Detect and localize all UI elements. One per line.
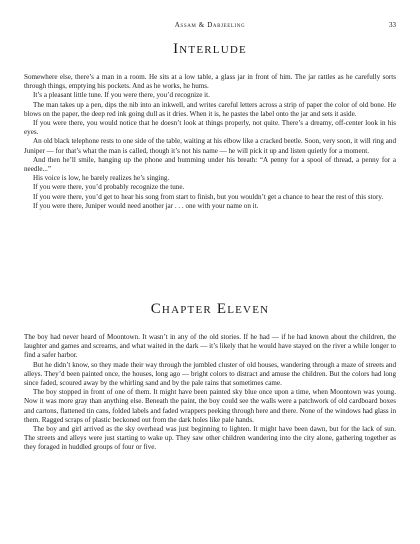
paragraph: But he didn’t know, so they made their way through the jumbled cluster of old houses, wandering through a maze of streets and alleys. They’d been painted once, the houses, long ago — bright colors to distract and amuse the children. But the colors had long since faded, scoured away by the whirling sand and by the pale rains that sometimes came. <box>24 360 396 388</box>
paragraph: Somewhere else, there’s a man in a room. He sits at a low table, a glass jar in front of him. The jar rattles as he carefully sorts through things, emptying his pockets. And as he works, he hums. <box>24 73 396 91</box>
chapter-body <box>24 333 396 453</box>
paragraph: The boy stopped in front of one of them. It might have been painted sky blue once upon a time, when Moontown was young. Now it was more gray than anything else. Beneath the paint, the boy could see the walls were a patchwork of old cardboard boxes and cartons, flattened tin cans, folded labels and faded wrappers peeking through here and there. None of the windows had glass in them. Ragged scraps of plastic beckoned out from the dark holes like pale hands. <box>24 388 396 424</box>
paragraph: If you were there, you would notice that he doesn’t look at things properly, not quite. There’s a dreamy, off-center look in his eyes. <box>24 119 396 137</box>
paragraph: The man takes up a pen, dips the nib into an inkwell, and writes careful letters across a strip of paper the color of old bone. He blows on the paper, the deep red ink going dull as it dries. When it is, he pastes the label onto the jar and sets it aside. <box>24 100 396 118</box>
running-head: Assam & Darjeeling <box>174 21 246 29</box>
page-number: 33 <box>389 21 396 29</box>
paragraph: His voice is low, he barely realizes he’s singing. <box>33 174 170 183</box>
paragraph: It’s a pleasant little tune. If you were there, you’d recognize it. <box>33 91 210 100</box>
paragraph: The boy had never heard of Moontown. It wasn’t in any of the old stories. If he had — if he had known about the children, the laughter and games and screams, and what waited in the dark — it’s likely that he would have stayed on the river a while longer to find a safer harbor. <box>24 333 396 360</box>
chapter-heading: Chapter Eleven <box>150 301 270 317</box>
interlude-heading: Interlude <box>173 41 247 57</box>
paragraph: And then he’ll smile, hanging up the phone and humming under his breath: “A penny for a spool of thread, a penny for a needle...” <box>24 155 396 174</box>
paragraph: If you were there, you’d get to hear his song from start to finish, but you wouldn’t get a chance to hear the rest of this story. <box>33 192 384 201</box>
paragraph: If you were there, Juniper would need another jar . . . one with your name on it. <box>33 201 259 210</box>
paragraph: If you were there, you’d probably recognize the tune. <box>33 183 185 192</box>
paragraph: The boy and girl arrived as the sky overhead was just beginning to lighten. It might have been dawn, but for the lack of sun. The streets and alleys were just starting to wake up. They saw other children wandering into the city alone, gathering together as they foraged in huddled groups of four or five. <box>24 425 396 452</box>
paragraph: An old black telephone rests to one side of the table, waiting at his elbow like a cracked beetle. Soon, very soon, it will ring and Juniper — for that’s what the man is called, though it’s not his name — he will pick it up and listen quietly for a moment. <box>24 137 396 155</box>
interlude-body <box>24 73 396 211</box>
